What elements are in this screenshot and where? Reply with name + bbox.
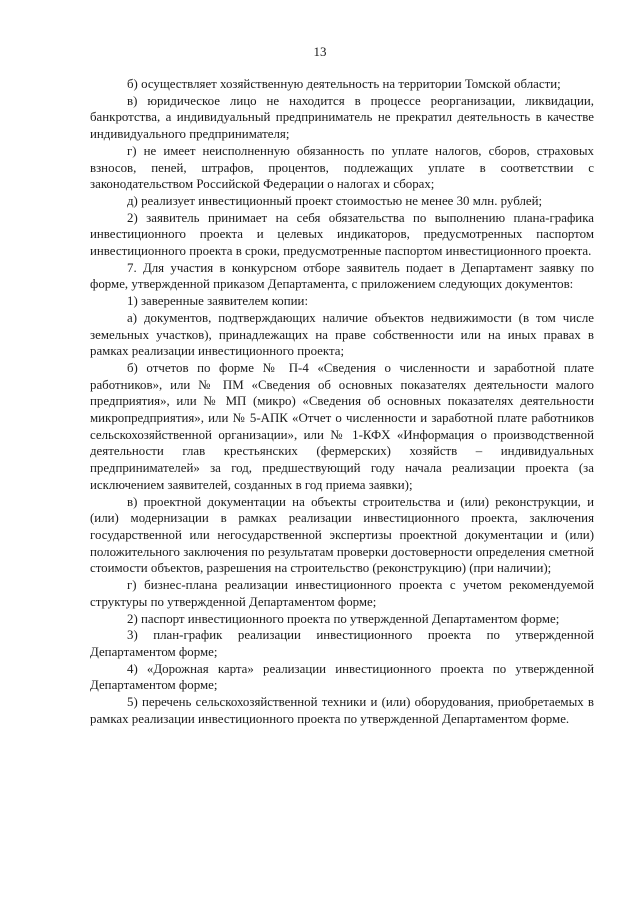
paragraph-7-1a-property: а) документов, подтверждающих наличие объектов недвижимости (в том числе земельных участков), принадлежащих на праве собственности или на иных правах в рамках реализации инвестиционного проекта; — [90, 310, 594, 359]
paragraph-1v-reorganization: в) юридическое лицо не находится в процессе реорганизации, ликвидации, банкротства, а индивидуальный предприниматель не прекратил деятельность в качестве индивидуального предпринимателя; — [90, 93, 594, 142]
paragraph-7-4-roadmap: 4) «Дорожная карта» реализации инвестиционного проекта по утвержденной Департаментом форме; — [90, 661, 594, 693]
paragraph-1b-territory: б) осуществляет хозяйственную деятельность на территории Томской области; — [127, 77, 561, 91]
paragraph-7-1g-business-plan: г) бизнес-плана реализации инвестиционного проекта с учетом рекомендуемой структуры по утвержденной Департаментом форме; — [90, 578, 594, 609]
paragraph-7-1-copies: 1) заверенные заявителем копии: — [127, 294, 309, 309]
paragraph-7-1v-project-docs: в) проектной документации на объекты строительства и (или) реконструкции, и (или) модернизации в рамках реализации инвестиционного проекта, заключения государственной или негосударственной экспертизы проектной документации и (или) положительного заключения по результатам проверки достоверности определения сметной стоимости объектов, разрешения на строительство (реконструкцию) (при наличии); — [90, 494, 594, 576]
paragraph-1d-project-cost: д) реализует инвестиционный проект стоимостью не менее 30 млн. рублей; — [127, 193, 543, 208]
paragraph-7-5-equipment-list: 5) перечень сельскохозяйственной техники и (или) оборудования, приобретаемых в рамках реализации инвестиционного проекта по утвержденной Департаментом форме. — [90, 695, 594, 726]
paragraph-7-2-passport: 2) паспорт инвестиционного проекта по утвержденной Департаментом форме; — [127, 611, 560, 626]
paragraph-7-1b-reports: б) отчетов по форме № П-4 «Сведения о численности и заработной плате работников», или № ПМ «Сведения об основных показателях деятельности малого предприятия», или № МП (микро) «Сведения об основных показателях деятельности микропредприятия», или № 5-АПК «Отчет о численности и заработной плате работников сельскохозяйственной организации», или № 1-КФХ «Информация о производственной деятельности глав крестьянских (фермерских) хозяйств – индивидуальных предпринимателей» за год, предшествующий году начала реализации проекта (за исключением заявителей, созданных в год приема заявки); — [90, 360, 594, 492]
paragraph-2-obligations: 2) заявитель принимает на себя обязательства по выполнению плана-графика инвестиционного проекта и целевых индикаторов, предусмотренных паспортом инвестиционного проекта в сроки, предусмотренные паспортом инвестиционного проекта. — [90, 210, 594, 259]
paragraph-7-application: 7. Для участия в конкурсном отборе заявитель подает в Департамент заявку по форме, утвержденной приказом Департамента, с приложением следующих документов: — [90, 260, 594, 292]
document-body — [90, 76, 594, 727]
page-number: 13 — [313, 44, 327, 59]
paragraph-7-3-schedule: 3) план-график реализации инвестиционного проекта по утвержденной Департаментом форме; — [90, 628, 594, 659]
paragraph-1g-taxes: г) не имеет неисполненную обязанность по уплате налогов, сборов, страховых взносов, пеней, штрафов, процентов, подлежащих уплате в соответствии с законодательством Российской Федерации о налогах и сборах; — [90, 143, 594, 192]
